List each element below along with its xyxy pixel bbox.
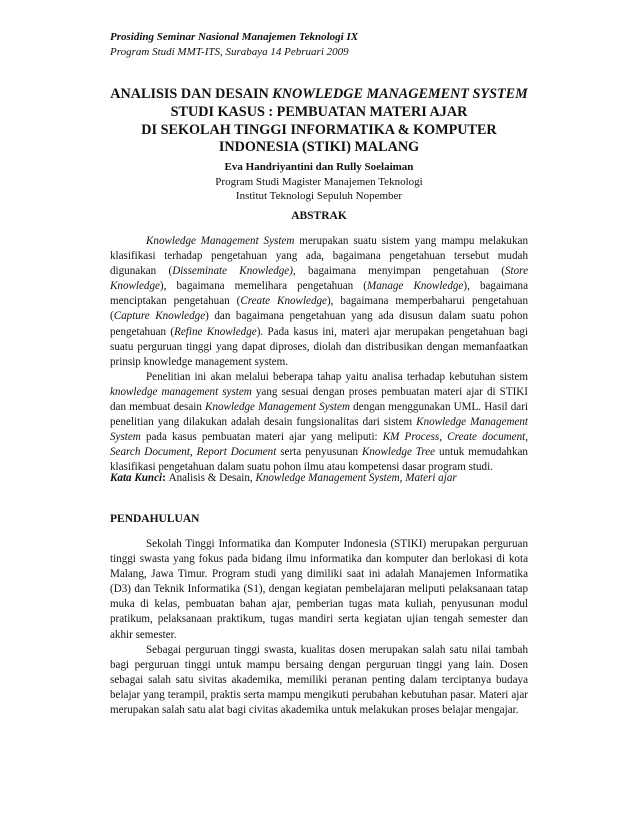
keywords-colon: : [162, 472, 169, 484]
text-run: untuk memudahkan klasifikasi pengetahuan dalam suatu pohon ilmu atau kompetensi dasar program studi. [110, 446, 528, 474]
text-run: Penelitian ini akan melalui beberapa tahap yaitu analisa terhadap kebutuhan sistem [146, 370, 528, 383]
abstract-body [110, 234, 528, 476]
abstract-heading: ABSTRAK [291, 210, 347, 222]
text-run: , bagaimana menyimpan pengetahuan ( [292, 265, 505, 278]
keywords-plain: Analisis & Desain, [168, 472, 256, 484]
text-run: pada kasus pembuatan materi ajar yang meliputi: [140, 431, 383, 444]
text-run: Store Knowledge [110, 265, 528, 293]
text-run: ). Pada kasus ini, materi ajar merupakan pengetahuan bagi suatu perguruan tinggi yang dapat diproses, diolah dan distribusikan dengan memanfaatkan prinsip knowledge management system. [110, 325, 528, 368]
text-run: Knowledge Tree [361, 446, 436, 459]
text-run: Manage Knowledge [366, 280, 464, 293]
intro-paragraph-2: Sebagai perguruan tinggi swasta, kualitas dosen merupakan salah satu nilai tambah bagi perguruan tinggi untuk mampu bersaing dengan perguruan tinggi yang lain. Dosen sebagai salah satu sivitas akademika, memiliki peranan penting dalam terciptanya budaya belajar yang terampil, praktis serta mampu mengikuti perubahan kebutuhan pasar. Materi ajar merupakan salah satu alat bagi civitas akademika untuk melakukan proses belajar mengajar. [110, 643, 528, 717]
text-run: dengan menggunakan UML. Hasil dari penelitian yang dilakukan adalah desain fungsionalitas dari sistem [110, 401, 528, 429]
text-run: ), bagaimana menciptakan pengetahuan ( [110, 280, 528, 308]
title-line-3: DI SEKOLAH TINGGI INFORMATIKA & KOMPUTER [141, 121, 497, 138]
abstract-paragraph-1 [110, 234, 528, 370]
text-run: yang sesuai dengan proses pembuatan materi ajar di STIKI dan membuat desain [110, 385, 528, 414]
keywords-italic: Knowledge Management System, Materi ajar [255, 472, 457, 484]
title-line-1-prefix: ANALISIS DAN DESAIN [110, 86, 273, 102]
text-run: Refine Knowledge [174, 325, 257, 338]
text-run: Disseminate Knowledge) [172, 265, 293, 278]
text-run: serta penyusunan [276, 446, 362, 459]
text-run: Create Knowledge [240, 295, 327, 308]
abstract-paragraph-2 [110, 370, 528, 476]
text-run: Knowledge Management System [205, 401, 350, 414]
title-line-1 [96, 86, 542, 104]
text-run: knowledge management system [110, 385, 252, 398]
section-heading-pendahuluan: PENDAHULUAN [110, 513, 200, 525]
text-run: ), bagaimana memelihara pengetahuan ( [159, 280, 367, 293]
title-line-4: INDONESIA (STIKI) MALANG [218, 139, 420, 156]
affiliation-2: Institut Teknologi Sepuluh Nopember [235, 190, 403, 202]
paper-title [96, 86, 542, 157]
running-header [110, 30, 358, 60]
title-line-2: STUDI KASUS : PEMBUATAN MATERI AJAR [170, 103, 468, 120]
intro-paragraph-1: Sekolah Tinggi Informatika dan Komputer Indonesia (STIKI) merupakan perguruan tinggi swasta yang fokus pada bidang ilmu informatika dan komputer dan berlokasi di kota Malang, Jawa Timur. Program studi yang dimiliki saat ini adalah Manajemen Informatika (D3) dan Teknik Informatika (S1), dengan kegiatan pembelajaran meliputi pelaksanaan tatap muka di kelas, pembuatan bahan ajar, pemberian tugas mata kuliah, penyusunan modul pratikum, pelaksanaan praktikum, tugas mandiri serta kegiatan ujian tengah semester dan akhir semester. [110, 538, 528, 641]
title-line-1-italic: KNOWLEDGE MANAGEMENT SYSTEM [272, 86, 528, 102]
text-run: ) dan bagaimana pengetahuan yang ada disusun dalam suatu pohon pengetahuan ( [110, 310, 528, 338]
keywords-label: Kata Kunci [110, 472, 163, 484]
keywords-line [110, 471, 528, 486]
header-line-2: Program Studi MMT-ITS, Surabaya 14 Pebruari 2009 [110, 46, 349, 58]
header-line-1: Prosiding Seminar Nasional Manajemen Teknologi IX [110, 31, 359, 43]
author-block [110, 160, 528, 204]
text-run: merupakan suatu sistem yang mampu melakukan klasifikasi terhadap pengetahuan yang ada, bagaimana pengetahuan tersebut mudah digunakan ( [110, 235, 528, 278]
introduction-body [110, 537, 528, 718]
text-run: KM Process, Create document, Search Document, Report Document [110, 431, 528, 459]
text-run: ), bagaimana memperbaharui pengetahuan ( [110, 295, 528, 323]
text-run: Knowledge Management System [110, 416, 529, 444]
author-names: Eva Handriyantini dan Rully Soelaiman [224, 161, 414, 173]
text-run: Knowledge Management System [146, 235, 295, 247]
text-run: Capture Knowledge [113, 310, 206, 323]
affiliation-1: Program Studi Magister Manajemen Teknologi [215, 175, 423, 188]
